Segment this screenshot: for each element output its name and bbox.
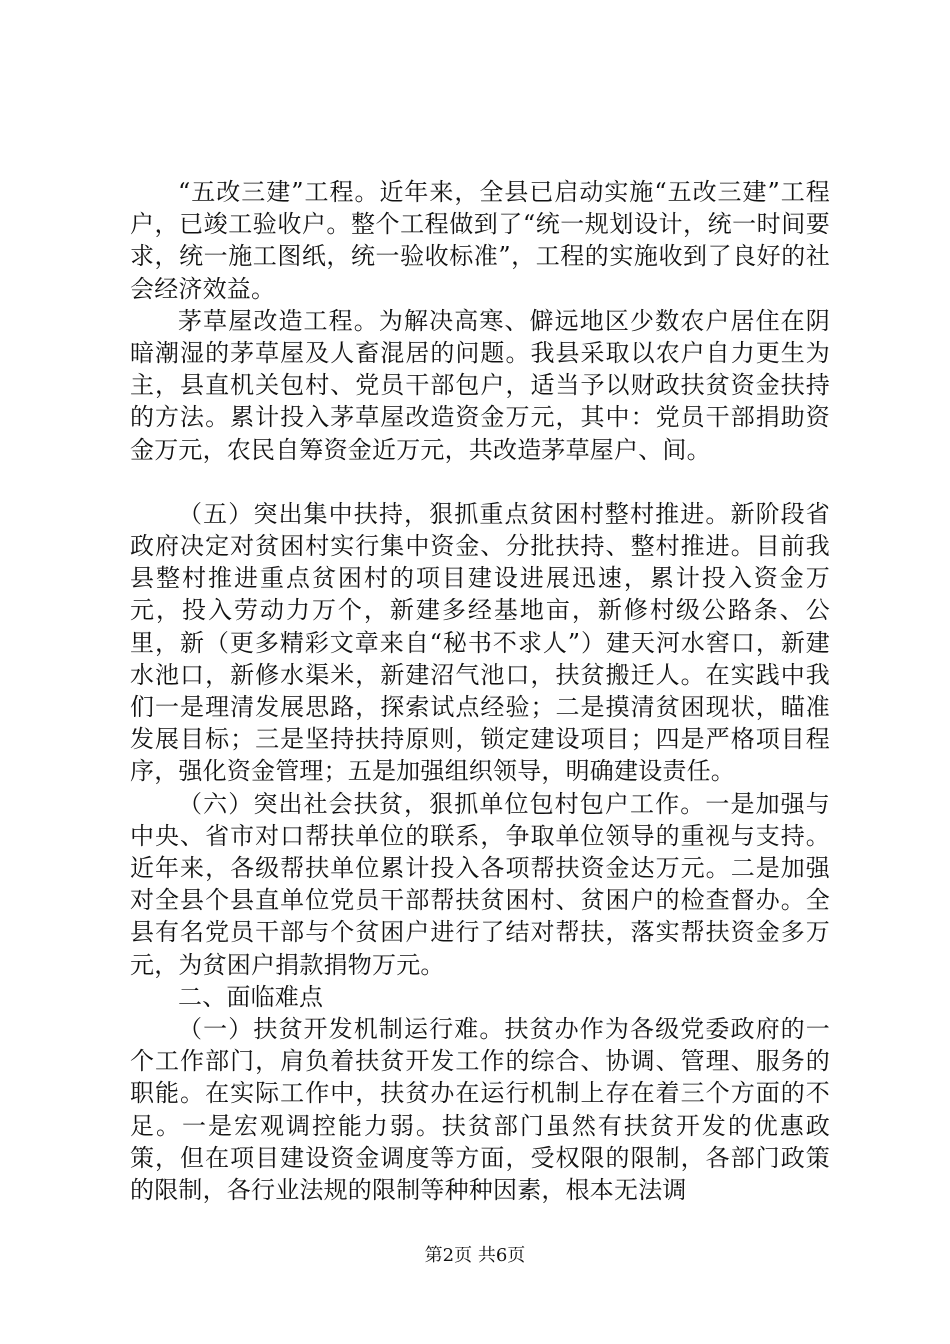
- page-number-footer: 第2页 共6页: [424, 1245, 526, 1266]
- paragraph-section-five: （五）突出集中扶持，狠抓重点贫困村整村推进。新阶段省政府决定对贫困村实行集中资金、分批扶持、整村推进。目前我县整村推进重点贫困村的项目建设进展迅速，累计投入资金万元，投入劳动力万个，新建多经基地亩，新修村级公路条、公里，新（更多精彩文章来自“秘书不求人”）建天河水窖口，新建水池口，新修水渠米，新建沼气池口，扶贫搬迁人。在实践中我们一是理清发展思路，探索试点经验；二是摸清贫困现状，瞄准发展目标；三是坚持扶持原则，锁定建设项目；四是严格项目程序，强化资金管理；五是加强组织领导，明确建设责任。: [130, 499, 830, 786]
- document-body: [130, 176, 830, 1206]
- section-heading-difficulties: 二、面临难点: [178, 982, 324, 1011]
- paragraph-section-six: （六）突出社会扶贫，狠抓单位包村包户工作。一是加强与中央、省市对口帮扶单位的联系，争取单位领导的重视与支持。近年来，各级帮扶单位累计投入各项帮扶资金达万元。二是加强对全县个县直单位党员干部帮扶贫困村、贫困户的检查督办。全县有名党员干部与个贫困户进行了结对帮扶，落实帮扶资金多万元，为贫困户捐款捐物万元。: [130, 789, 830, 979]
- paragraph-thatched-house: 茅草屋改造工程。为解决高寒、僻远地区少数农户居住在阴暗潮湿的茅草屋及人畜混居的问题。我县采取以农户自力更生为主，县直机关包村、党员干部包户，适当予以财政扶贫资金扶持的方法。累计投入茅草屋改造资金万元，其中：党员干部捐助资金万元，农民自筹资金近万元，共改造茅草屋户、间。: [130, 306, 830, 464]
- paragraph-five-three: “五改三建”工程。近年来，全县已启动实施“五改三建”工程户，已竣工验收户。整个工程做到了“统一规划设计，统一时间要求，统一施工图纸，统一验收标准”，工程的实施收到了良好的社会经济效益。: [130, 178, 830, 303]
- paragraph-difficulty-one: （一）扶贫开发机制运行难。扶贫办作为各级党委政府的一个工作部门，肩负着扶贫开发工作的综合、协调、管理、服务的职能。在实际工作中，扶贫办在运行机制上存在着三个方面的不足。一是宏观调控能力弱。扶贫部门虽然有扶贫开发的优惠政策，但在项目建设资金调度等方面，受权限的限制，各部门政策的限制，各行业法规的限制等种种因素，根本无法调: [130, 1015, 830, 1205]
